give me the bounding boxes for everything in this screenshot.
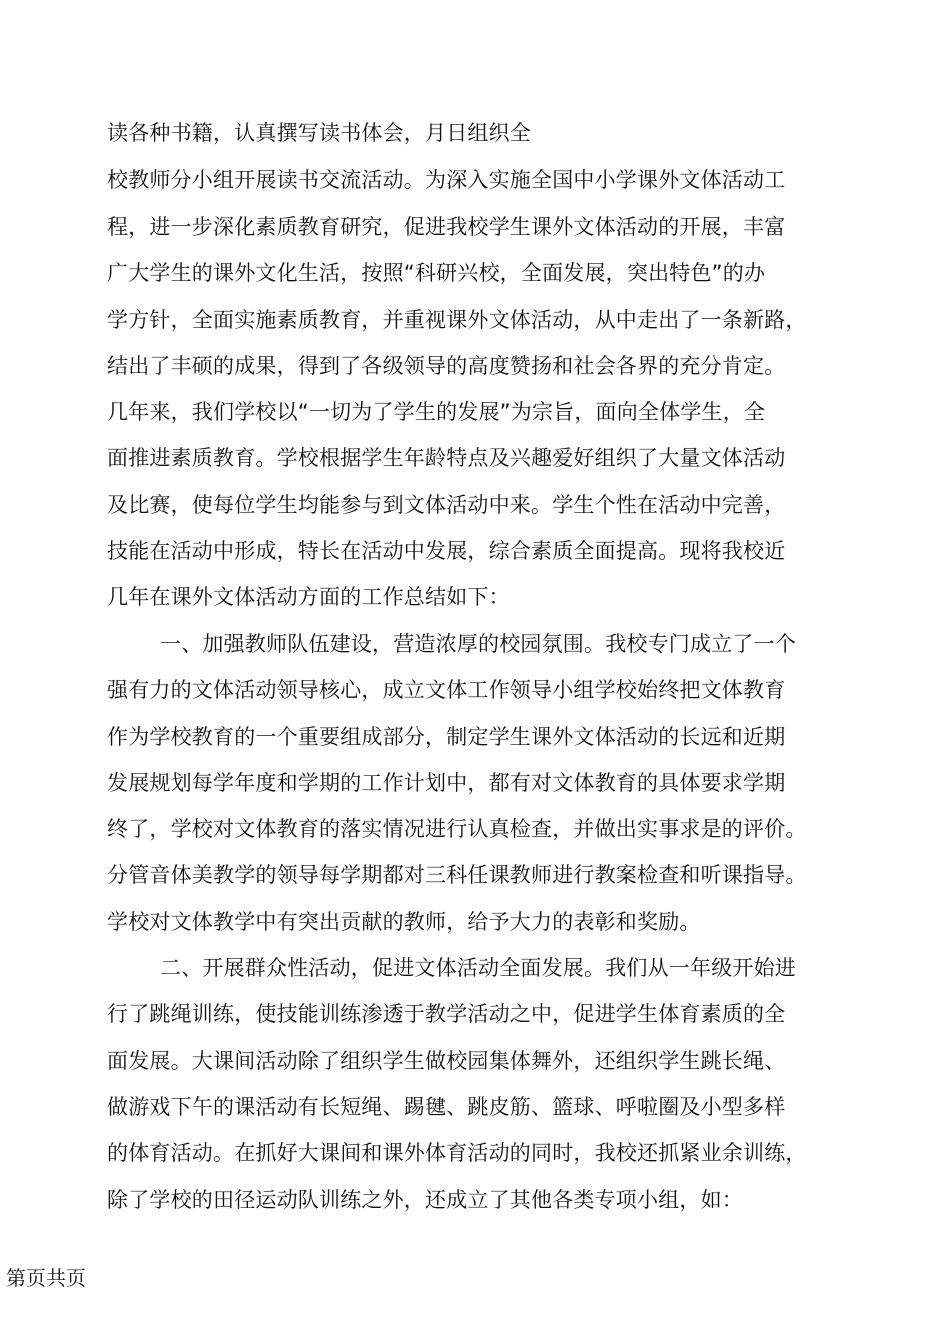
text-line: 学校对文体教学中有突出贡献的教师，给予大力的表彰和奖励。 [107,910,701,934]
text-line: 几年在课外文体活动方面的工作总结如下： [107,585,510,609]
text-line: 终了，学校对文体教育的落实情况进行认真检查，并做出实事求是的评价。 [107,817,807,841]
text-line: 的体育活动。在抓好大课间和课外体育活动的同时，我校还抓紧业余训练， [107,1141,807,1165]
text-line: 程，进一步深化素质教育研究，促进我校学生课外文体活动的开展，丰富 [107,215,786,239]
text-line: 读各种书籍，认真撰写读书体会，月日组织全 [107,121,531,145]
text-line: 分管音体美教学的领导每学期都对三科任课教师进行教案检查和听课指导。 [107,863,807,887]
text-line: 广大学生的课外文化生活，按照“科研兴校，全面发展，突出特色”的办 [107,261,766,285]
text-line: 面发展。大课间活动除了组织学生做校园集体舞外，还组织学生跳长绳、 [107,1049,786,1073]
text-line: 及比赛，使每位学生均能参与到文体活动中来。学生个性在活动中完善， [107,493,786,517]
text-line: 校教师分小组开展读书交流活动。为深入实施全国中小学课外文体活动工 [107,168,786,192]
text-line: 技能在活动中形成，特长在活动中发展，综合素质全面提高。现将我校近 [107,539,786,563]
text-line: 除了学校的田径运动队训练之外，还成立了其他各类专项小组，如： [107,1188,743,1212]
text-line: 强有力的文体活动领导核心，成立文体工作领导小组学校始终把文体教育 [107,678,786,702]
text-line: 作为学校教育的一个重要组成部分，制定学生课外文体活动的长远和近期 [107,725,786,749]
text-line: 结出了丰硕的成果，得到了各级领导的高度赞扬和社会各界的充分肯定。 [107,354,786,378]
paragraph-first-line: 一、加强教师队伍建设，营造浓厚的校园氛围。我校专门成立了一个 [160,632,796,656]
text-line: 几年来，我们学校以“一切为了学生的发展”为宗旨，面向全体学生，全 [107,400,766,424]
text-line: 做游戏下午的课活动有长短绳、踢毽、跳皮筋、篮球、呼啦圈及小型多样 [107,1095,786,1119]
page-footer: 第页共页 [6,1266,86,1290]
text-line: 行了跳绳训练，使技能训练渗透于教学活动之中，促进学生体育素质的全 [107,1002,786,1026]
paragraph-first-line: 二、开展群众性活动，促进文体活动全面发展。我们从一年级开始进 [160,956,796,980]
text-line: 学方针，全面实施素质教育，并重视课外文体活动，从中走出了一条新路， [107,308,807,332]
text-line: 面推进素质教育。学校根据学生年龄特点及兴趣爱好组织了大量文体活动 [107,446,786,470]
text-line: 发展规划每学年度和学期的工作计划中，都有对文体教育的具体要求学期 [107,771,786,795]
